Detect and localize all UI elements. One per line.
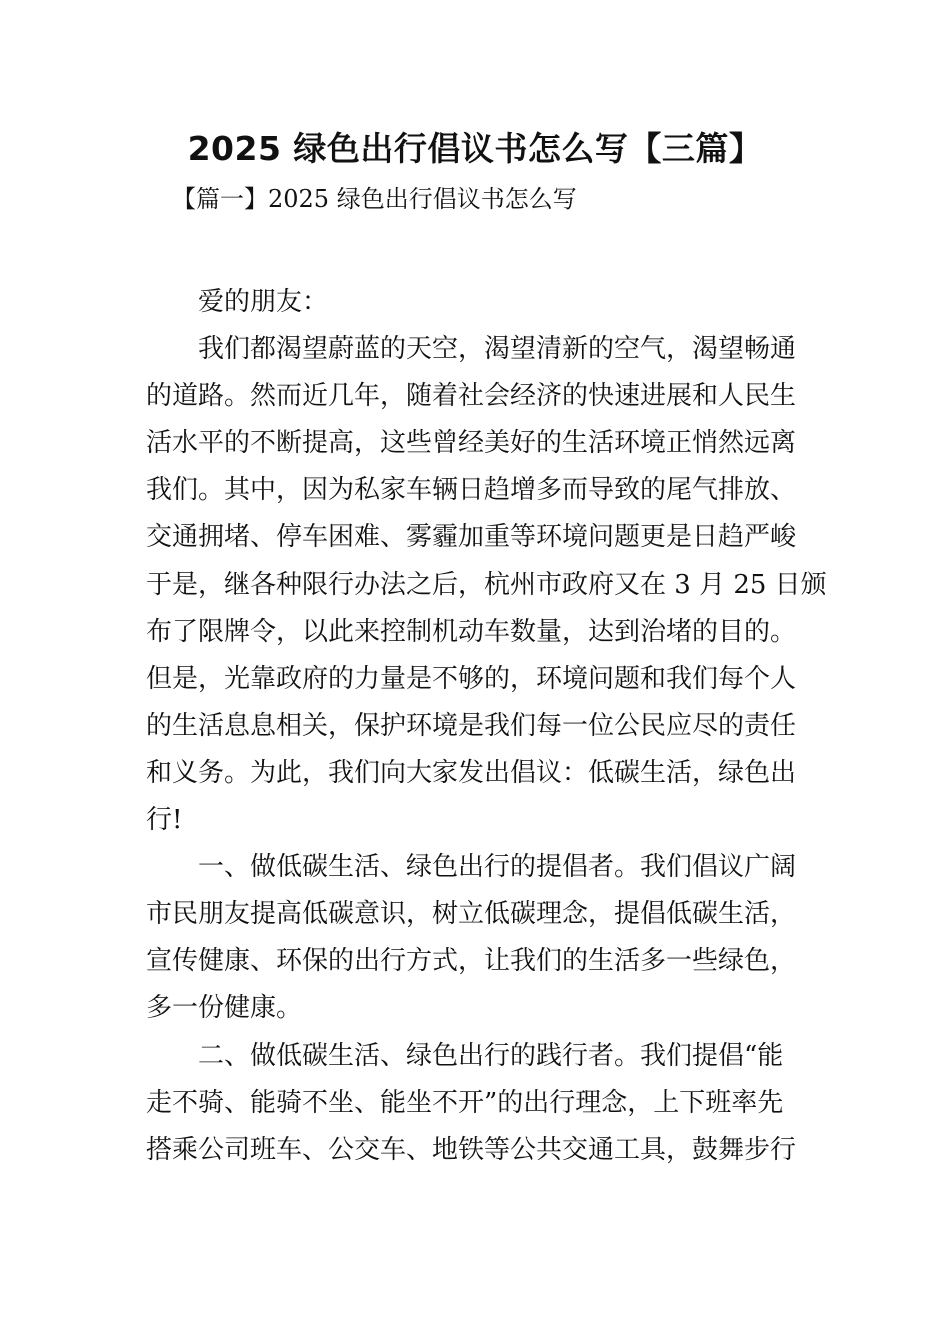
text-line: 一、做低碳生活、绿色出行的提倡者。我们倡议广阔 xyxy=(198,852,797,883)
text-line: 我们都渴望蔚蓝的天空，渴望清新的空气，渴望畅通 xyxy=(198,334,797,365)
section-heading: 【篇一】2025 绿色出行倡议书怎么写 xyxy=(172,185,577,213)
text-line: 布了限牌令，以此来控制机动车数量，达到治堵的目的。 xyxy=(146,616,797,647)
salutation: 爱的朋友： xyxy=(198,287,329,317)
text-line: 于是，继各种限行办法之后，杭州市政府又在 3 月 25 日颁 xyxy=(146,569,827,600)
text-line: 行! xyxy=(146,805,183,836)
text-line: 但是，光靠政府的力量是不够的，环境问题和我们每个人 xyxy=(146,663,797,694)
document-title: 2025 绿色出行倡议书怎么写【三篇】 xyxy=(187,129,763,168)
text-line: 的道路。然而近几年，随着社会经济的快速进展和人民生 xyxy=(146,381,797,412)
text-line: 和义务。为此，我们向大家发出倡议：低碳生活，绿色出 xyxy=(146,757,797,788)
text-line: 市民朋友提高低碳意识，树立低碳理念，提倡低碳生活， xyxy=(146,899,797,930)
text-line: 的生活息息相关，保护环境是我们每一位公民应尽的责任 xyxy=(146,710,797,741)
document-body xyxy=(146,279,827,1174)
text-line: 活水平的不断提高，这些曾经美好的生活环境正悄然远离 xyxy=(146,428,797,459)
text-line: 我们。其中，因为私家车辆日趋增多而导致的尾气排放、 xyxy=(146,475,797,506)
text-line: 搭乘公司班车、公交车、地铁等公共交通工具，鼓舞步行 xyxy=(146,1134,797,1165)
text-line: 交通拥堵、停车困难、雾霾加重等环境问题更是日趋严峻 xyxy=(146,522,797,553)
text-line: 宣传健康、环保的出行方式，让我们的生活多一些绿色， xyxy=(146,946,797,977)
text-line: 多一份健康。 xyxy=(146,993,303,1024)
text-line: 二、做低碳生活、绿色出行的践行者。我们提倡“能 xyxy=(198,1040,784,1071)
text-line: 走不骑、能骑不坐、能坐不开”的出行理念，上下班率先 xyxy=(146,1087,784,1118)
